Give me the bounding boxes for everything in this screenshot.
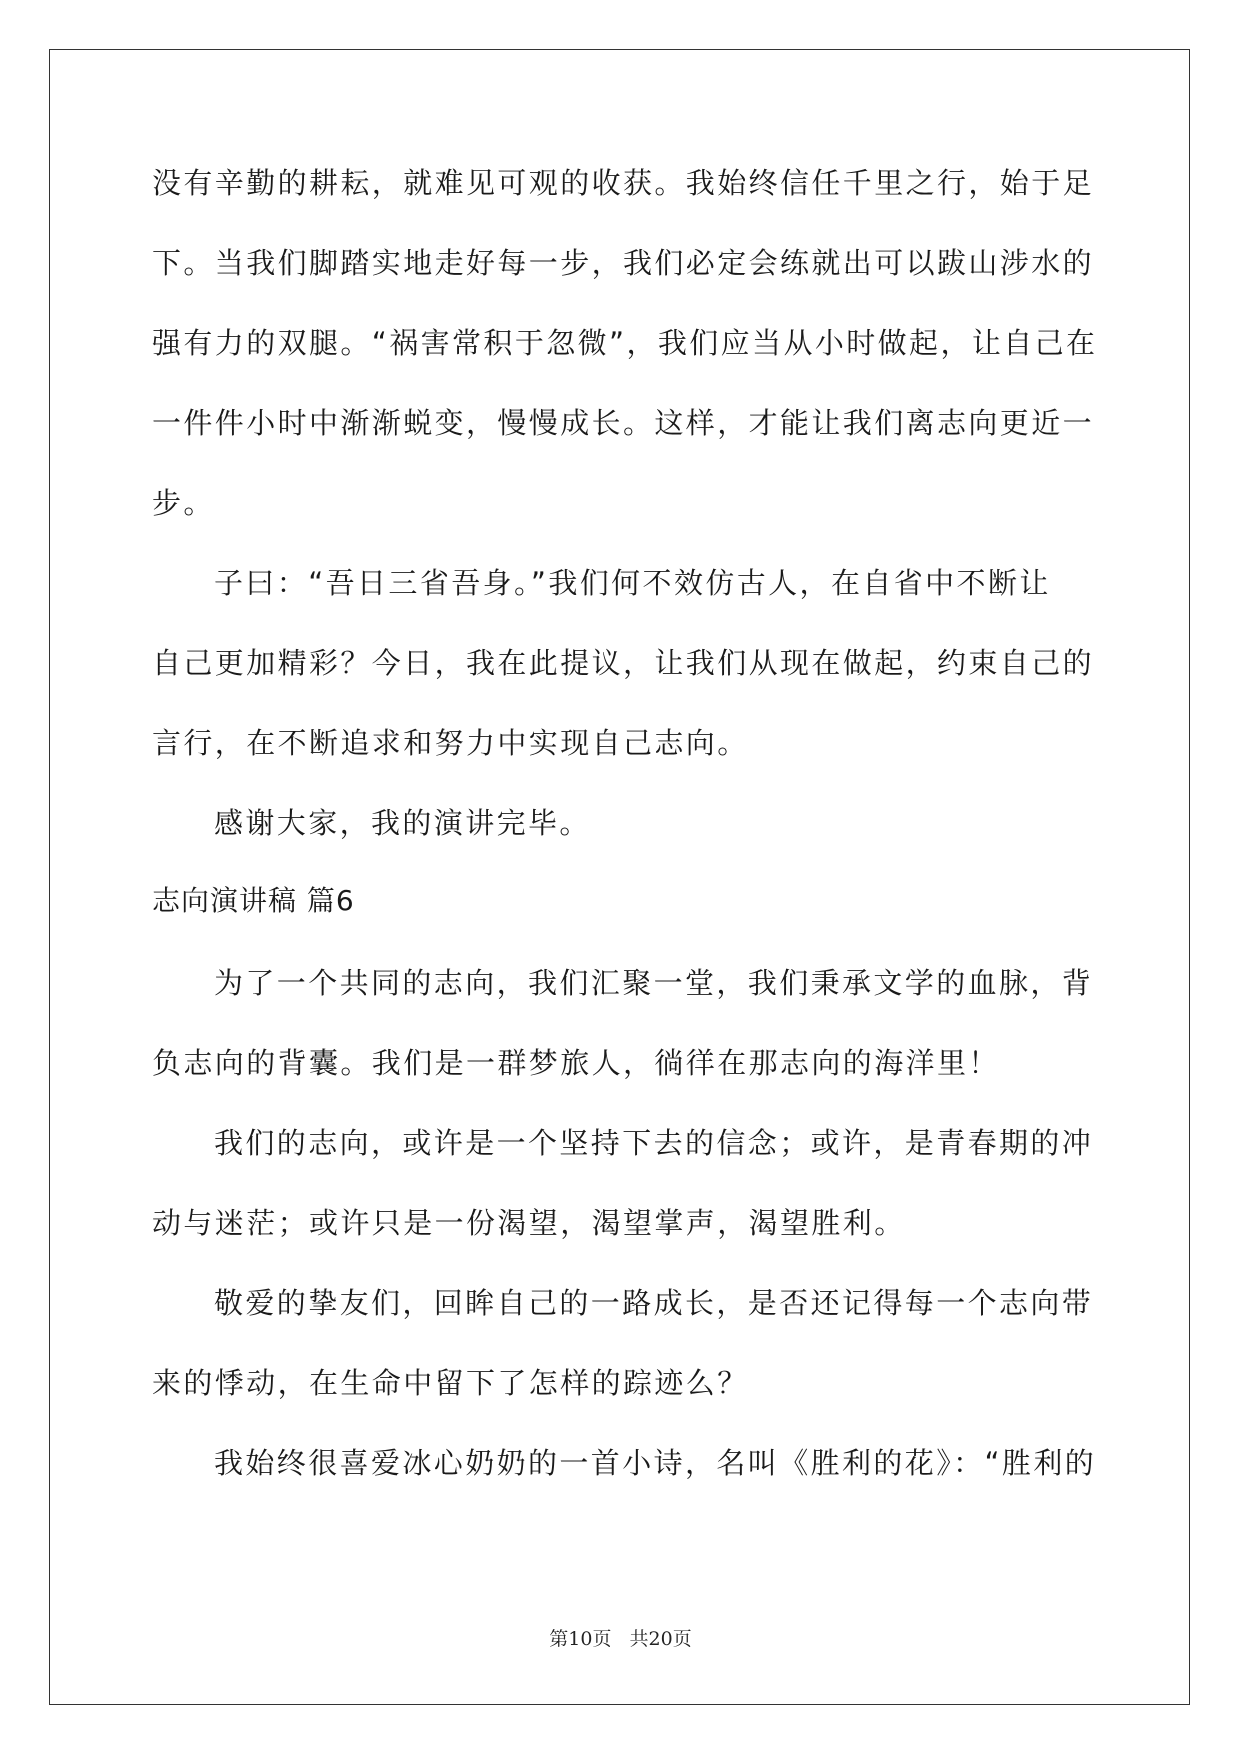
paragraph-start: 为了一个共同的志向，我们汇聚一堂，我们秉承文学的血脉，背: [214, 966, 1094, 1000]
text-line: 言行，在不断追求和努力中实现自己志向。: [152, 726, 749, 760]
text-line: 自己更加精彩？今日，我在此提议，让我们从现在做起，约束自己的: [152, 646, 1095, 680]
paragraph-start: 感谢大家，我的演讲完毕。: [214, 806, 591, 840]
text-line: 来的悸动，在生命中留下了怎样的踪迹么？: [152, 1366, 749, 1400]
paragraph-start: 我始终很喜爱冰心奶奶的一首小诗，名叫《胜利的花》：“胜利的: [214, 1446, 1097, 1480]
text-line: 动与迷茫；或许只是一份渴望，渴望掌声，渴望胜利。: [152, 1206, 906, 1240]
text-line: 下。当我们脚踏实地走好每一步，我们必定会练就出可以跋山涉水的: [152, 246, 1095, 280]
text-line: 步。: [152, 486, 215, 520]
page-number-current: 第10页: [549, 1628, 612, 1650]
text-line: 没有辛勤的耕耘，就难见可观的收获。我始终信任千里之行，始于足: [152, 166, 1095, 200]
text-line: 一件件小时中渐渐蜕变，慢慢成长。这样，才能让我们离志向更近一: [152, 406, 1095, 440]
paragraph-start: 我们的志向，或许是一个坚持下去的信念；或许，是青春期的冲: [214, 1126, 1094, 1160]
text-line: 负志向的背囊。我们是一群梦旅人，徜徉在那志向的海洋里！: [152, 1046, 1000, 1080]
page-footer: [0, 1624, 1241, 1651]
section-heading: 志向演讲稿 篇6: [152, 884, 355, 917]
page-number-total: 共20页: [629, 1628, 692, 1650]
paragraph-start: 敬爱的挚友们，回眸自己的一路成长，是否还记得每一个志向带: [214, 1286, 1094, 1320]
paragraph-start: 子曰：“吾日三省吾身。”我们何不效仿古人，在自省中不断让: [214, 566, 1051, 600]
text-line: 强有力的双腿。“祸害常积于忽微”，我们应当从小时做起，让自己在: [152, 326, 1098, 360]
